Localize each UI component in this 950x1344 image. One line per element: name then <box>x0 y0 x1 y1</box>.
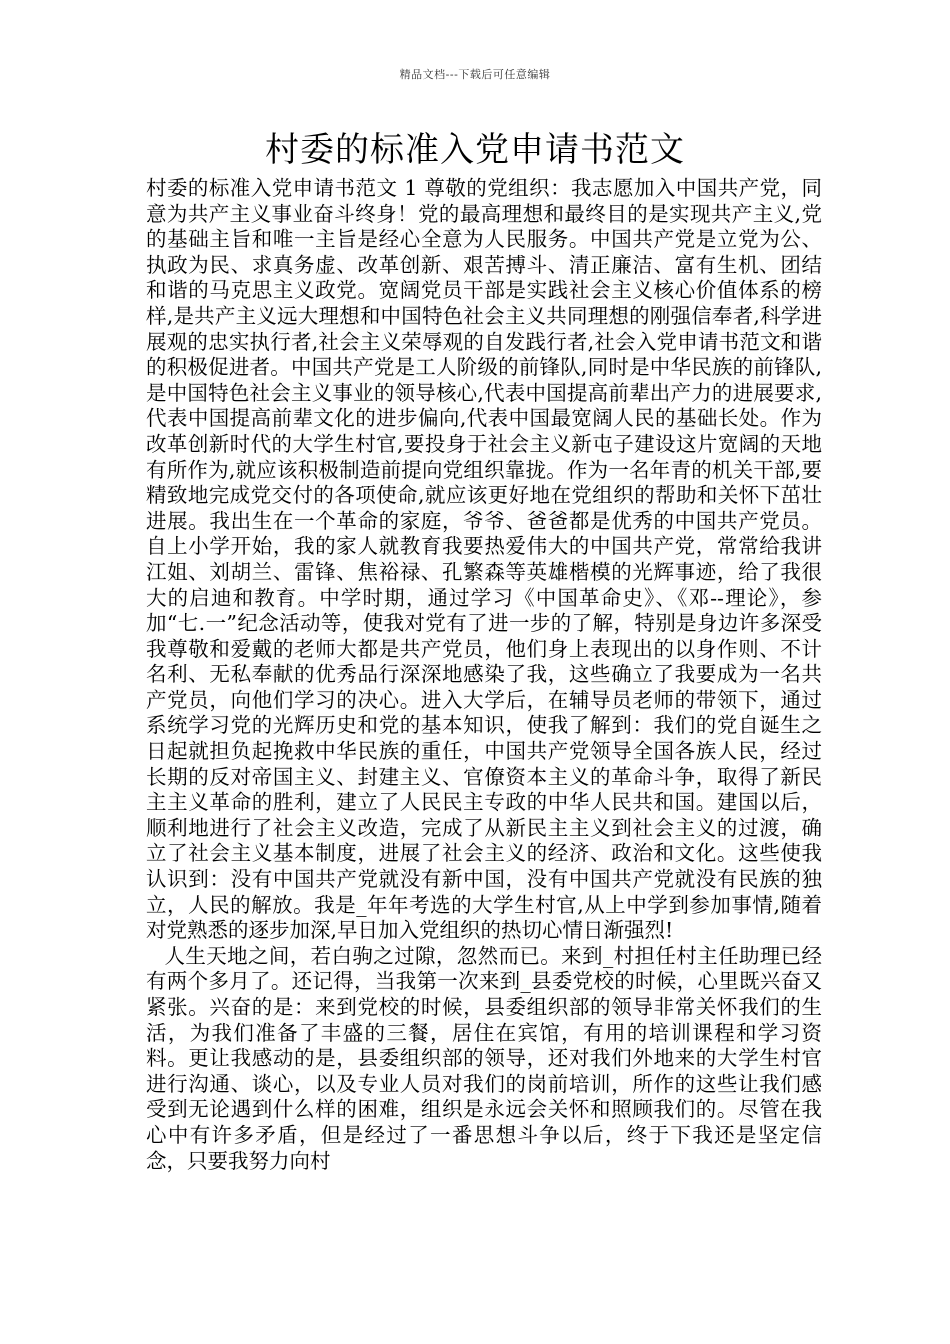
body-paragraph-1: 村委的标准入党申请书范文 1 尊敬的党组织：我志愿加入中国共产党，同意为共产主义事业奋斗终身！党的最高理想和最终目的是实现共产主义,党的基础主旨和唯一主旨是经心全意为人民服务。中国共产党是立党为公、执政为民、求真务虚、改革创新、艰苦搏斗、清正廉洁、富有生机、团结和谐的马克思主义政党。宽阔党员干部是实践社会主义核心价值体系的榜样,是共产主义远大理想和中国特色社会主义共同理想的刚强信奉者,科学进展观的忠实执行者,社会主义荣辱观的自发践行者,社会入党申请书范文和谐的积极促进者。中国共产党是工人阶级的前锋队,同时是中华民族的前锋队,是中国特色社会主义事业的领导核心,代表中国提高前辈出产力的进展要求,代表中国提高前辈文化的进步偏向,代表中国最宽阔人民的基础长处。作为改革创新时代的大学生村官,要投身于社会主义新屯子建设这片宽阔的天地有所作为,就应该积极制造前提向党组织靠拢。作为一名年青的机关干部,要精致地完成党交付的各项使命,就应该更好地在党组织的帮助和关怀下茁壮进展。我出生在一个革命的家庭，爷爷、爸爸都是优秀的中国共产党员。自上小学开始，我的家人就教育我要热爱伟大的中国共产党，常常给我讲江姐、刘胡兰、雷锋、焦裕禄、孔繁森等英雄楷模的光辉事迹，给了我很大的启迪和教育。中学时期，通过学习《中国革命史》、《邓--理论》，参加“七.一”纪念活动等，使我对党有了进一步的了解，特别是身边许多深受我尊敬和爱戴的老师大都是共产党员，他们身上表现出的以身作则、不计名利、无私奉献的优秀品行深深地感染了我，这些确立了我要成为一名共产党员，向他们学习的决心。进入大学后，在辅导员老师的带领下，通过系统学习党的光辉历史和党的基本知识，使我了解到：我们的党自诞生之日起就担负起挽救中华民族的重任，中国共产党领导全国各族人民，经过长期的反对帝国主义、封建主义、官僚资本主义的革命斗争，取得了新民主主义革命的胜利，建立了人民民主专政的中华人民共和国。建国以后，顺利地进行了社会主义改造，完成了从新民主主义到社会主义的过渡，确立了社会主义基本制度，进展了社会主义的经济、政治和文化。这些使我认识到：没有中国共产党就没有新中国，没有中国共产党就没有民族的独立，人民的解放。我是_年年考选的大学生村官,从上中学到参加事情,随着对党熟悉的逐步加深,早日加入党组织的热切心情日渐强烈! <box>146 176 822 943</box>
body-paragraph-2: 人生天地之间，若白驹之过隙，忽然而已。来到_村担任村主任助理已经有两个多月了。还记得，当我第一次来到_县委党校的时候，心里既兴奋又紧张。兴奋的是：来到党校的时候，县委组织部的领导非常关怀我们的生活，为我们准备了丰盛的三餐，居住在宾馆，有用的培训课程和学习资料。更让我感动的是，县委组织部的领导，还对我们外地来的大学生村官进行沟通、谈心，以及专业人员对我们的岗前培训，所作的这些让我们感受到无论遇到什么样的困难，组织是永远会关怀和照顾我们的。尽管在我心中有许多矛盾，但是经过了一番思想斗争以后，终于下我还是坚定信念，只要我努力向村 <box>146 943 822 1173</box>
document-title: 村委的标准入党申请书范文 <box>265 130 685 170</box>
document-body <box>146 176 822 1174</box>
header-note: 精品文档---下载后可任意编辑 <box>399 68 551 81</box>
